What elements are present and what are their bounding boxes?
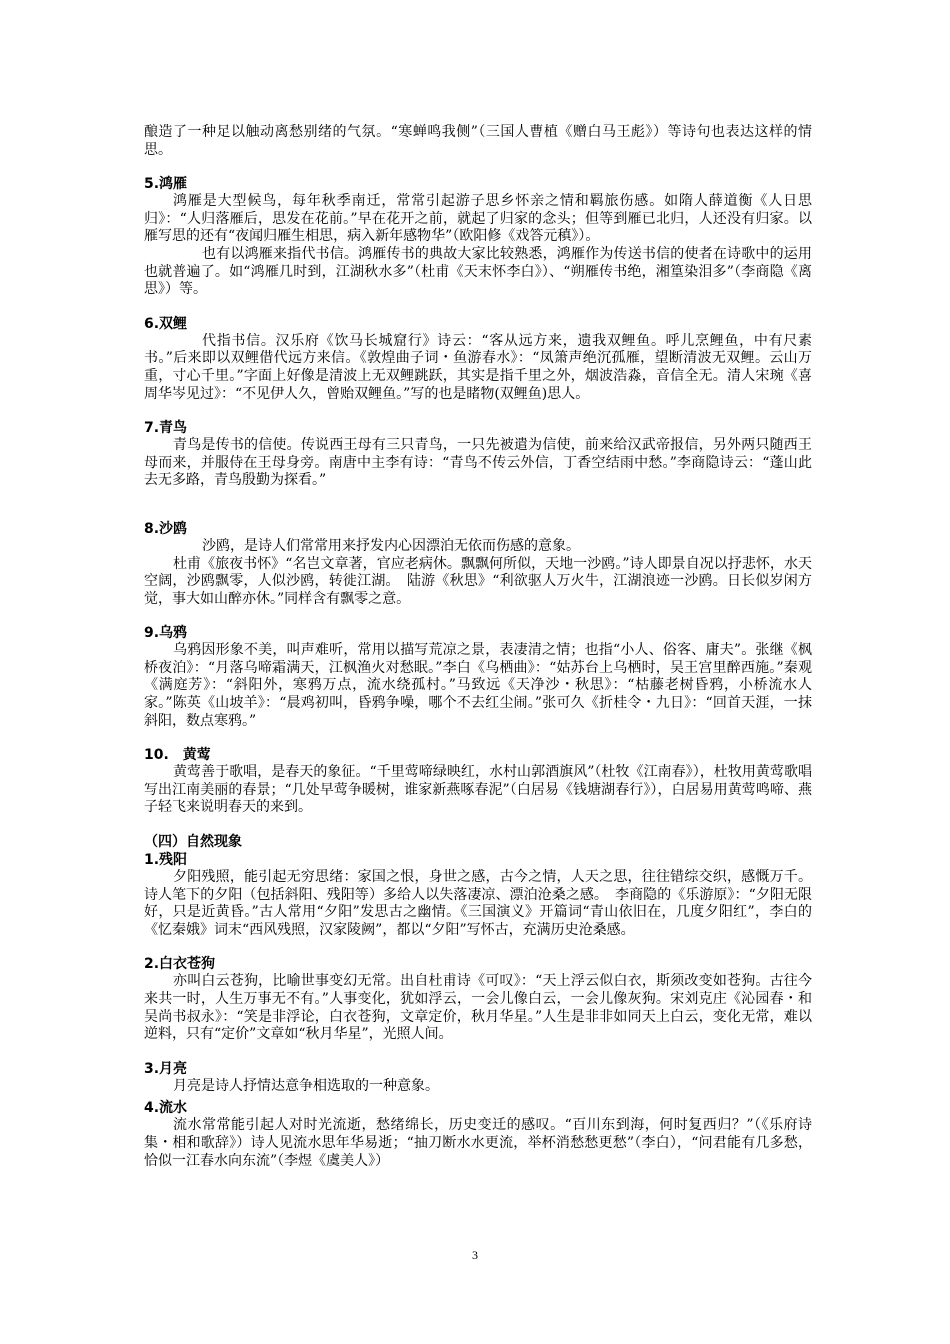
section-title-huangying: 10. 黄莺 (144, 747, 211, 764)
section-paragraph: 亦叫白云苍狗，比喻世事变幻无常。出自杜甫诗《可叹》：“天上浮云似白衣，斯须改变如苍狗。古往今来共一时，人生万事无不有。”人事变化，犹如浮云，一会儿像白云，一会儿像灰狗。宋刘克庄《沁园春・和吴尚书叔永》：“笑是非浮论，白衣苍狗，文章定价，秋月华星。”人生是非非如同天上白云，变化无常，难以逆料，只有“定价”文章如“秋月华星”，光照人间。 (144, 973, 812, 1043)
section-title-shuangli: 6.双鲤 (144, 315, 188, 332)
section-paragraph: 沙鸥，是诗人们常常用来抒发内心因漂泊无依而伤感的意象。 (202, 537, 580, 554)
section-title-qingniao: 7.青鸟 (144, 420, 188, 437)
section-paragraph: 也有以鸿雁来指代书信。鸿雁传书的典故大家比较熟悉，鸿雁作为传送书信的使者在诗歌中的运用也就普遍了。如“鸿雁几时到，江湖秋水多”（杜甫《天末怀李白》）、“朔雁传书绝，湘篁染泪多”（李商隐《离思》）等。 (144, 245, 812, 298)
page-number: 3 (472, 1248, 478, 1262)
section-paragraph: 黄莺善于歌唱，是春天的象征。“千里莺啼绿映红，水村山郭酒旗风”（杜牧《江南春》），杜牧用黄莺歌唱写出江南美丽的春景；“几处早莺争暖树，谁家新燕啄春泥”（白居易《钱塘湖春行》），白居易用黄莺鸣啼、燕子轻飞来说明春天的来到。 (144, 764, 812, 816)
section-paragraph: 鸿雁是大型候鸟，每年秋季南迁，常常引起游子思乡怀亲之情和羁旅伤感。如隋人薛道衡《人日思归》：“人归落雁后，思发在花前。”早在花开之前，就起了归家的念头；但等到雁已北归，人还没有归家。以雁写思的还有“夜闻归雁生相思，病入新年感物华”（欧阳修《戏答元稹》）。 (144, 193, 812, 245)
section-title-wuya: 9.乌鸦 (144, 625, 188, 642)
section-title-baiyicanggou: 2.白衣苍狗 (144, 956, 216, 973)
section-title-hongyan: 5.鸿雁 (144, 176, 188, 193)
section-paragraph: 月亮是诗人抒情达意争相选取的一种意象。 (173, 1077, 439, 1094)
part-title-natural-phenomena: （四）自然现象 (144, 834, 242, 851)
section-paragraph: 乌鸦因形象不美，叫声难听，常用以描写荒凉之景，表凄清之情；也指“小人、俗客、庸夫”。张继《枫桥夜泊》：“月落乌啼霜满天，江枫渔火对愁眠。”李白《乌栖曲》：“姑苏台上乌栖时，吴王宫里醉西施。”秦观《满庭芳》：“斜阳外，寒鸦万点，流水绕孤村。”马致远《天净沙・秋思》：“枯藤老树昏鸦，小桥流水人家。”陈英《山坡羊》：“晨鸡初叫，昏鸦争噪，哪个不去红尘闹。”张可久《折桂令・九日》：“回首天涯，一抹斜阳，数点寒鸦。” (144, 642, 812, 729)
section-paragraph: 流水常常能引起人对时光流逝，愁绪绵长，历史变迁的感叹。“百川东到海，何时复西归？”（《乐府诗集・相和歌辞》）诗人见流水思年华易逝；“抽刀断水水更流，举杯消愁愁更愁”（李白），“问君能有几多愁，恰似一江春水向东流”（李煜《虞美人》） (144, 1117, 812, 1169)
document-page (144, 124, 812, 1170)
section-title-liushui: 4.流水 (144, 1100, 188, 1117)
section-title-yueliang: 3.月亮 (144, 1060, 188, 1077)
section-paragraph: 青鸟是传书的信使。传说西王母有三只青鸟，一只先被遣为信使，前来给汉武帝报信，另外两只随西王母而来，并服侍在王母身旁。南唐中主李有诗：“青鸟不传云外信，丁香空结雨中愁。”李商隐诗云：“蓬山此去无多路，青鸟殷勤为探看。” (144, 437, 812, 489)
section-title-shaou: 8.沙鸥 (144, 520, 188, 537)
section-paragraph: 代指书信。汉乐府《饮马长城窟行》诗云：“客从远方来，遗我双鲤鱼。呼儿烹鲤鱼，中有尺素书。”后来即以双鲤借代远方来信。《敦煌曲子词・鱼游春水》：“凤箫声绝沉孤雁，望断清波无双鲤。云山万重，寸心千里。”字面上好像是清波上无双鲤跳跃，其实是指千里之外，烟波浩淼，音信全无。清人宋琬《喜周华岑见过》：“不见伊人久，曾贻双鲤鱼。”写的也是睹物(双鲤鱼)思人。 (144, 332, 812, 402)
section-paragraph: 杜甫《旅夜书怀》“名岂文章著，官应老病休。飘飘何所似，天地一沙鸥。”诗人即景自况以抒悲怀，水天空阔，沙鸥飘零，人似沙鸥，转徙江湖。 陆游《秋思》“利欲驱人万火牛，江湖浪迹一沙鸥。日长似岁闲方觉，事大如山醉亦休。”同样含有飘零之意。 (144, 555, 812, 607)
intro-paragraph: 酿造了一种足以触动离愁别绪的气氛。“寒蝉鸣我侧”（三国人曹植《赠白马王彪》）等诗句也表达这样的情思。 (144, 124, 812, 158)
section-title-canyang: 1.残阳 (144, 852, 188, 869)
section-paragraph: 夕阳残照，能引起无穷思绪：家国之恨，身世之感，古今之情，人天之思，往往错综交织，感慨万千。诗人笔下的夕阳（包括斜阳、残阳等）多给人以失落凄凉、漂泊沧桑之感。 李商隐的《乐游原》：“夕阳无限好，只是近黄昏。”古人常用“夕阳”发思古之幽情。《三国演义》开篇词“青山依旧在，几度夕阳红”，李白的《忆秦娥》词末“西风残照，汉家陵阙”，都以“夕阳”写怀古，充满历史沧桑感。 (144, 869, 812, 938)
